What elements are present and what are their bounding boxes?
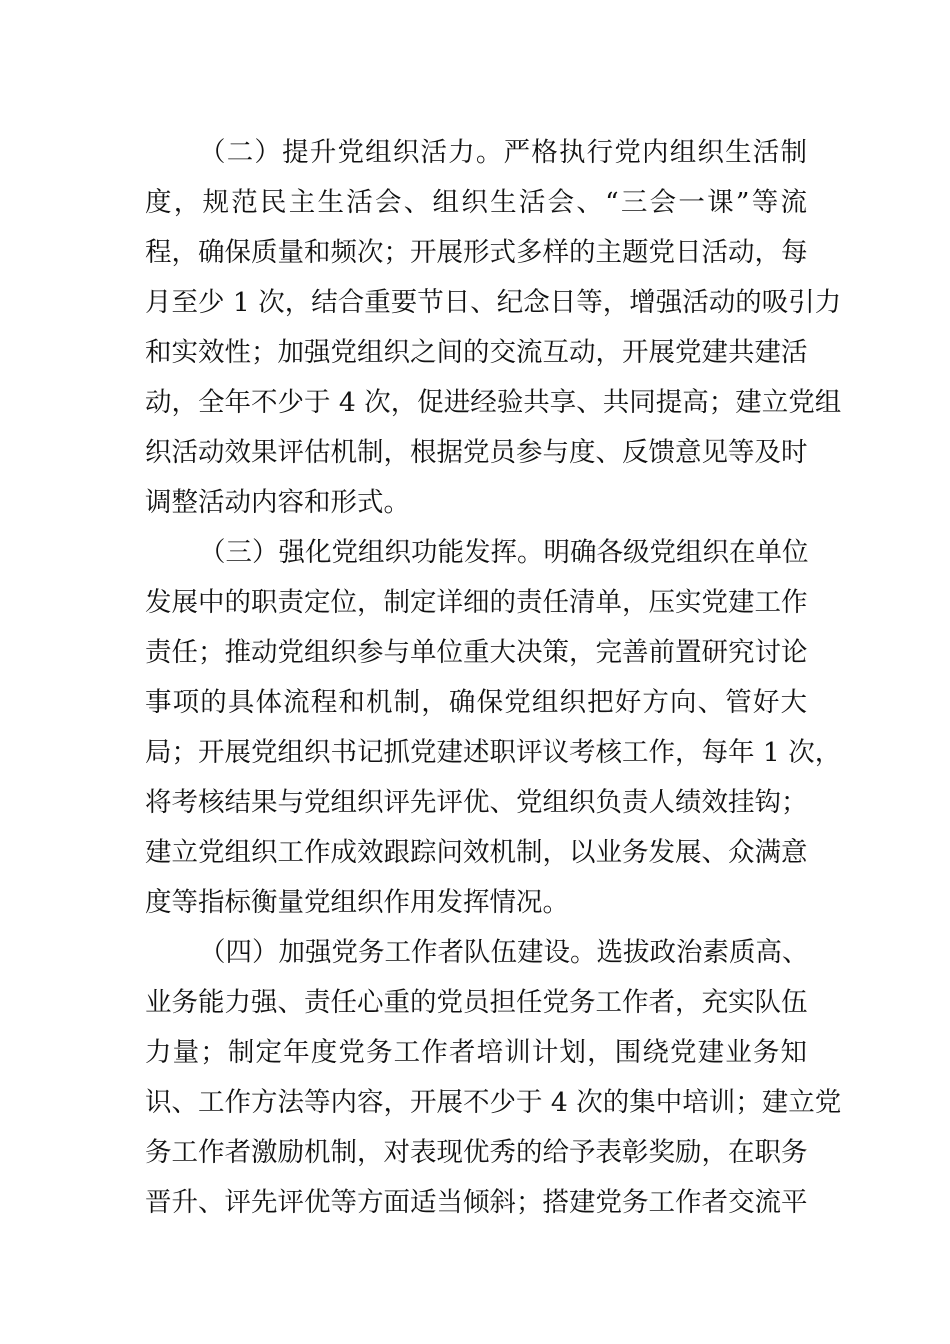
- paragraph-4-line-3: 力量；制定年度党务工作者培训计划，围绕党建业务知: [145, 1037, 807, 1068]
- paragraph-4-line-5: 务工作者激励机制，对表现优秀的给予表彰奖励，在职务: [145, 1137, 808, 1168]
- paragraph-3-line-6: 将考核结果与党组织评先评优、党组织负责人绩效挂钩；: [145, 787, 808, 818]
- paragraph-4-line-6: 晋升、评先评优等方面适当倾斜；搭建党务工作者交流平: [145, 1187, 808, 1218]
- paragraph-3-line-2: 发展中的职责定位，制定详细的责任清单，压实党建工作: [145, 587, 808, 618]
- paragraph-2-line-3: 程，确保质量和频次；开展形式多样的主题党日活动，每: [145, 237, 808, 268]
- paragraph-2-line-4: 月至少 1 次，结合重要节日、纪念日等，增强活动的吸引力: [145, 287, 842, 318]
- paragraph-3-line-1: （三）强化党组织功能发挥。明确各级党组织在单位: [199, 537, 809, 568]
- paragraph-4-line-4: 识、工作方法等内容，开展不少于 4 次的集中培训；建立党: [145, 1087, 842, 1118]
- paragraph-2-line-6: 动，全年不少于 4 次，促进经验共享、共同提高；建立党组: [145, 387, 842, 418]
- paragraph-2-line-1: （二）提升党组织活力。严格执行党内组织生活制: [199, 137, 807, 168]
- paragraph-3-line-3: 责任；推动党组织参与单位重大决策，完善前置研究讨论: [145, 637, 808, 668]
- paragraph-3-line-4: 事项的具体流程和机制，确保党组织把好方向、管好大: [145, 687, 807, 718]
- paragraph-4-line-2: 业务能力强、责任心重的党员担任党务工作者，充实队伍: [145, 987, 808, 1018]
- paragraph-2-line-8: 调整活动内容和形式。: [145, 487, 410, 518]
- paragraph-2-line-5: 和实效性；加强党组织之间的交流互动，开展党建共建活: [145, 337, 808, 368]
- paragraph-3-line-8: 度等指标衡量党组织作用发挥情况。: [145, 887, 569, 918]
- paragraph-3-line-7: 建立党组织工作成效跟踪问效机制，以业务发展、众满意: [145, 837, 808, 868]
- paragraph-4-line-1: （四）加强党务工作者队伍建设。选拔政治素质高、: [199, 937, 809, 968]
- paragraph-2-line-2: 度，规范民主生活会、组织生活会、“三会一课”等流: [145, 187, 807, 218]
- paragraph-2-line-7: 织活动效果评估机制，根据党员参与度、反馈意见等及时: [145, 437, 808, 468]
- paragraph-3-line-5: 局；开展党组织书记抓党建述职评议考核工作，每年 1 次，: [145, 737, 842, 768]
